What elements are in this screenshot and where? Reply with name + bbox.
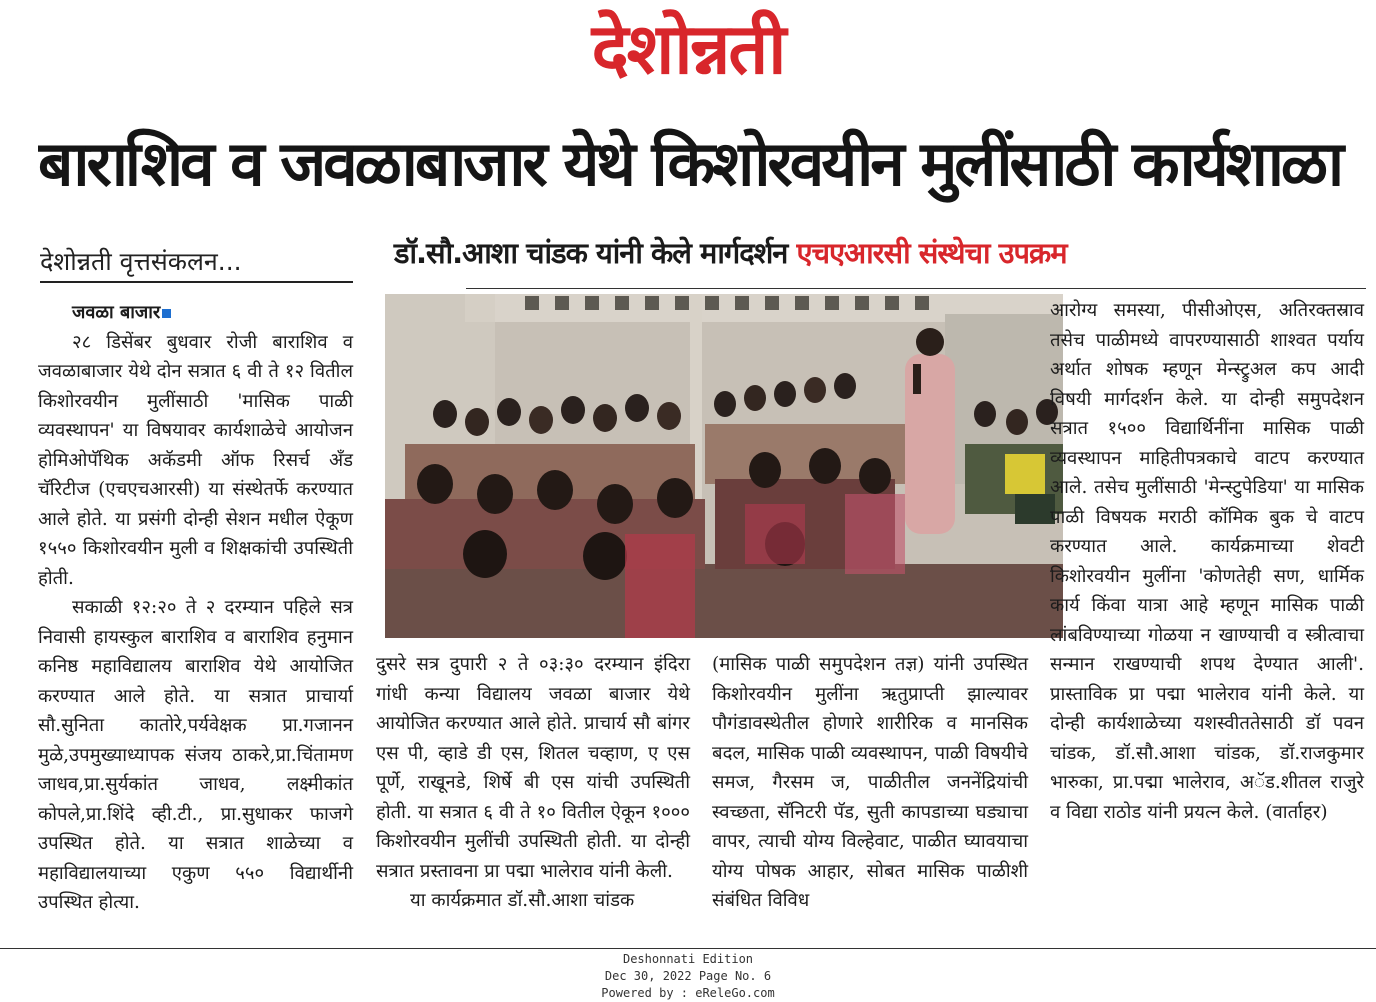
column-4 <box>1050 296 1364 827</box>
dateline-marker <box>162 309 171 318</box>
footer-powered-by: Powered by : eReleGo.com <box>601 986 775 1000</box>
column-1-paragraph-1: २८ डिसेंबर बुधवार रोजी बाराशिव व जवळाबाजार येथे दोन सत्रात ६ वी ते १२ वितील किशोरवयीन मुलींसाठी 'मासिक पाळी व्यवस्थापन' या विषयावर कार्यशाळेचे आयोजन होमिओपॅथिक अकॅडमी ऑफ रिसर्च अँड चॅरिटीज (एचएचआरसी) या संस्थेतर्फे करण्यात आले होते. या प्रसंगी दोन्ही सेशन मधील ऐकूण १५५० किशोरवयीन मुली व शिक्षकांची उपस्थिती होती. <box>38 331 353 589</box>
workshop-photo <box>385 294 1063 638</box>
footer-divider <box>0 948 1376 949</box>
byline-divider <box>40 281 353 283</box>
newspaper-masthead: देशोन्नती <box>591 8 785 90</box>
photo-divider <box>466 288 1366 289</box>
article-headline: बाराशिव व जवळाबाजार येथे किशोरवयीन मुलींसाठी कार्यशाळा <box>38 127 1342 200</box>
dateline <box>38 298 353 328</box>
subhead-guidance: डॉ.सौ.आशा चांडक यांनी केले मार्गदर्शन <box>394 236 788 270</box>
footer-date-page: Dec 30, 2022 Page No. 6 <box>604 969 772 983</box>
column-2 <box>376 650 690 916</box>
byline: देशोन्नती वृत्तसंकलन... <box>40 247 242 276</box>
column-1 <box>38 298 353 918</box>
column-1-paragraph-2: सकाळी १२:२० ते २ दरम्यान पहिले सत्र निवासी हायस्कुल बाराशिव व बाराशिव हनुमान कनिष्ठ महाविद्यालय बाराशिव येथे आयोजित करण्यात आले होते. या सत्रात प्राचार्या सौ.सुनिता कातोरे,पर्यवेक्षक प्रा.गजानन मुळे,उपमुख्याध्यापक संजय ठाकरे,प्रा.चिंतामण जाधव,प्रा.सुर्यकांत जाधव, लक्ष्मीकांत कोपले,प्रा.शिंदे व्ही.टी., प्रा.सुधाकर फाजगे उपस्थित होते. या सत्रात शाळेच्या व महाविद्यालयाच्या एकुण ५५० विद्यार्थीनी उपस्थित होत्या. <box>38 597 353 913</box>
column-2-paragraph-2: या कार्यक्रमात डॉ.सौ.आशा चांडक <box>410 890 635 911</box>
column-4-paragraph-1: आरोग्य समस्या, पीसीओएस, अतिरक्तस्राव तसेच पाळीमध्ये वापरण्यासाठी शाश्वत पर्याय अर्थात शोषक म्हणून मेन्स्ट्रुअल कप आदी विषयी मार्गदर्शन केले. या दोन्ही समुपदेशन सत्रात १५०० विद्यार्थिनींना मासिक पाळी व्यवस्थापन माहितीपत्रकाचे वाटप करण्यात आले. तसेच मुलींसाठी 'मेन्स्टुपेडिया' या मासिक पाळी विषयक मराठी कॉमिक बुक चे वाटप करण्यात आले. कार्यक्रमाच्या शेवटी किशोरवयीन मुलींना 'कोणतेही सण, धार्मिक कार्य किंवा यात्रा आहे म्हणून मासिक पाळी लांबविण्याच्या गोळया न खाण्याची व स्त्रीत्वाचा सन्मान राखण्याची शपथ देण्यात आली'. प्रास्ताविक प्रा पद्मा भालेराव यांनी केले. या दोन्ही कार्यशाळेच्या यशस्वीततेसाठी डॉ पवन चांडक, डॉ.सौ.आशा चांडक, डॉ.राजकुमार भारुका, प्रा.पद्मा भालेराव, अॅड.शीतल राजुरे व विद्या राठोड यांनी प्रयत्न केले. (वार्ताहर) <box>1050 300 1364 823</box>
footer-edition: Deshonnati Edition <box>622 952 754 966</box>
column-3-paragraph-1: (मासिक पाळी समुपदेशन तज्ञ) यांनी उपस्थित किशोरवयीन मुलींना ऋतुप्राप्ती झाल्यावर पौगंडावस्थेतील होणारे शारीरिक व मानसिक बदल, मासिक पाळी व्यवस्थापन, पाळी विषयीचे समज, गैरसम ज, पाळीतील जननेंद्रियांची स्वच्छता, सॅनिटरी पॅड, सुती कापडाच्या घड्याचा वापर, त्याची योग्य विल्हेवाट, पाळीत घ्यावयाचा योग्य पोषक आहार, सोबत मासिक पाळीशी संबंधित विविध <box>712 654 1028 911</box>
column-2-paragraph-1: दुसरे सत्र दुपारी २ ते ०३:३० दरम्यान इंदिरा गांधी कन्या विद्यालय जवळा बाजार येथे आयोजित करण्यात आले होते. प्राचार्य सौ बांगर एस पी, व्हाडे डी एस, शितल चव्हाण, ए एस पूर्णे, राखूनडे, शिर्षे बी एस यांची उपस्थिती होती. या सत्रात ६ वी ते १० वितील ऐकून १००० किशोरवयीन मुलींची उपस्थिती होती. या दोन्ही सत्रात प्रस्तावना प्रा पद्मा भालेराव यांनी केली. <box>376 654 690 882</box>
column-3 <box>712 650 1028 916</box>
dateline-text: जवळा बाजार <box>72 302 161 323</box>
article-subheadline <box>394 232 1067 274</box>
subhead-initiative: एचएआरसी संस्थेचा उपक्रम <box>796 236 1067 270</box>
